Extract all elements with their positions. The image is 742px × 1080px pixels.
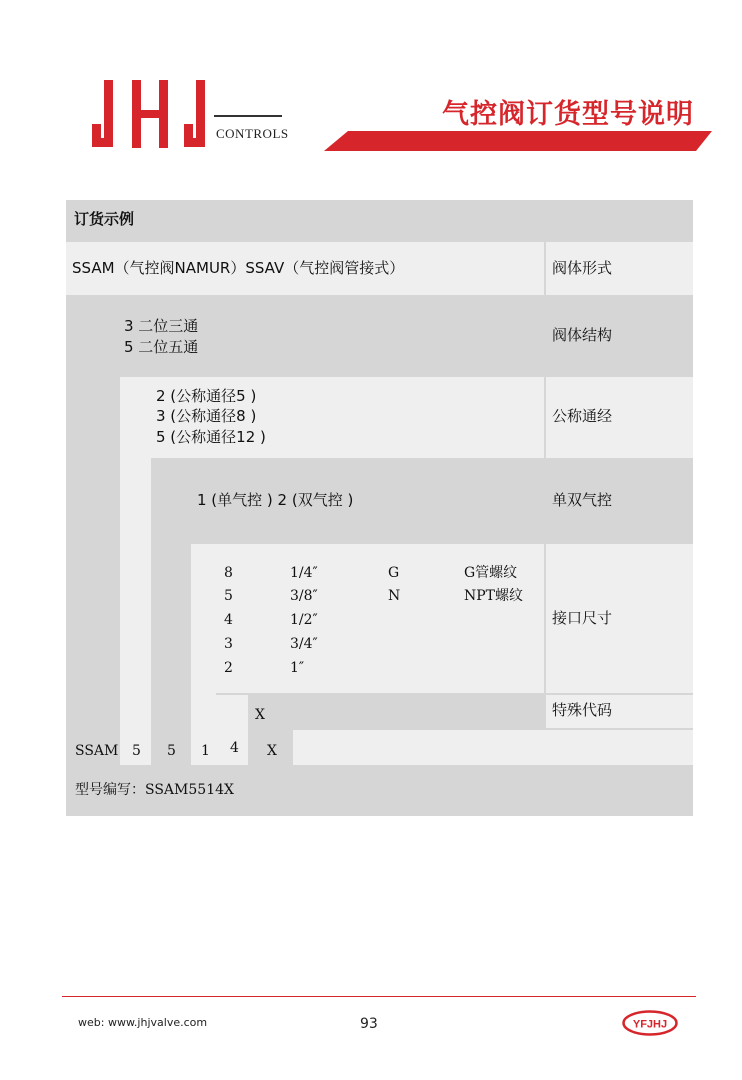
label-special-code: 特殊代码 (552, 701, 613, 719)
yfjhj-logo-badge (622, 1010, 678, 1036)
page-title: 气控阀订货型号说明 (442, 99, 694, 130)
port-size-2: 3/8″ (290, 588, 318, 604)
port-size-5: 1″ (290, 660, 305, 676)
structure-option-1: 3 二位三通 (124, 317, 199, 335)
port-size-3: 1/2″ (290, 612, 318, 628)
thread-type-n: N (388, 588, 401, 604)
example-row-fill (293, 730, 693, 765)
actuation-options: 1 (单气控 ) 2 (双气控 ) (197, 491, 354, 509)
thread-desc-g: G管螺纹 (464, 565, 518, 581)
footer-website: web: www.jhjvalve.com (78, 1016, 208, 1029)
label-port-size: 接口尺寸 (552, 609, 613, 627)
logo-mark (92, 80, 208, 152)
diameter-option-3: 5 (公称通径12 ) (156, 428, 266, 446)
logo-subtitle: CONTROLS (216, 126, 289, 141)
port-code-5: 5 (224, 588, 233, 604)
label-nominal-diameter: 公称通经 (552, 407, 613, 425)
row-special-code (248, 695, 544, 728)
model-code: 型号编写：SSAM5514X (75, 782, 234, 798)
table-heading: 订货示例 (74, 210, 135, 228)
example-structure: 5 (132, 743, 141, 759)
badge-text: YFJHJ (632, 1018, 668, 1031)
footer-divider (62, 996, 696, 997)
example-diameter: 5 (167, 743, 176, 759)
example-special: X (267, 743, 277, 759)
header-red-bar (324, 131, 712, 151)
label-actuation: 单双气控 (552, 491, 613, 509)
body-form-options: SSAM（气控阀NAMUR）SSAV（气控阀管接式） (72, 259, 405, 277)
col-strip-3 (120, 377, 151, 765)
diameter-option-1: 2 (公称通径5 ) (156, 387, 257, 405)
order-table (66, 200, 693, 816)
port-code-2: 2 (224, 660, 233, 676)
port-code-4: 4 (224, 612, 233, 628)
page-number: 93 (360, 1016, 378, 1032)
thread-desc-npt: NPT螺纹 (464, 588, 524, 604)
col-strip-5 (191, 544, 216, 765)
port-code-8: 8 (224, 565, 233, 581)
special-code-option: X (255, 707, 265, 723)
port-size-4: 3/4″ (290, 636, 318, 652)
port-size-1: 1/4″ (290, 565, 318, 581)
example-actuation: 1 (201, 743, 210, 759)
diameter-option-2: 3 (公称通径8 ) (156, 407, 257, 425)
port-code-3: 3 (224, 636, 233, 652)
thread-type-g: G (388, 565, 400, 581)
label-body-form: 阀体形式 (552, 259, 613, 277)
label-body-structure: 阀体结构 (552, 326, 613, 344)
structure-option-2: 5 二位五通 (124, 338, 199, 356)
logo-rule (214, 115, 282, 117)
example-port: 4 (230, 740, 239, 756)
example-series: SSAM (75, 743, 119, 759)
